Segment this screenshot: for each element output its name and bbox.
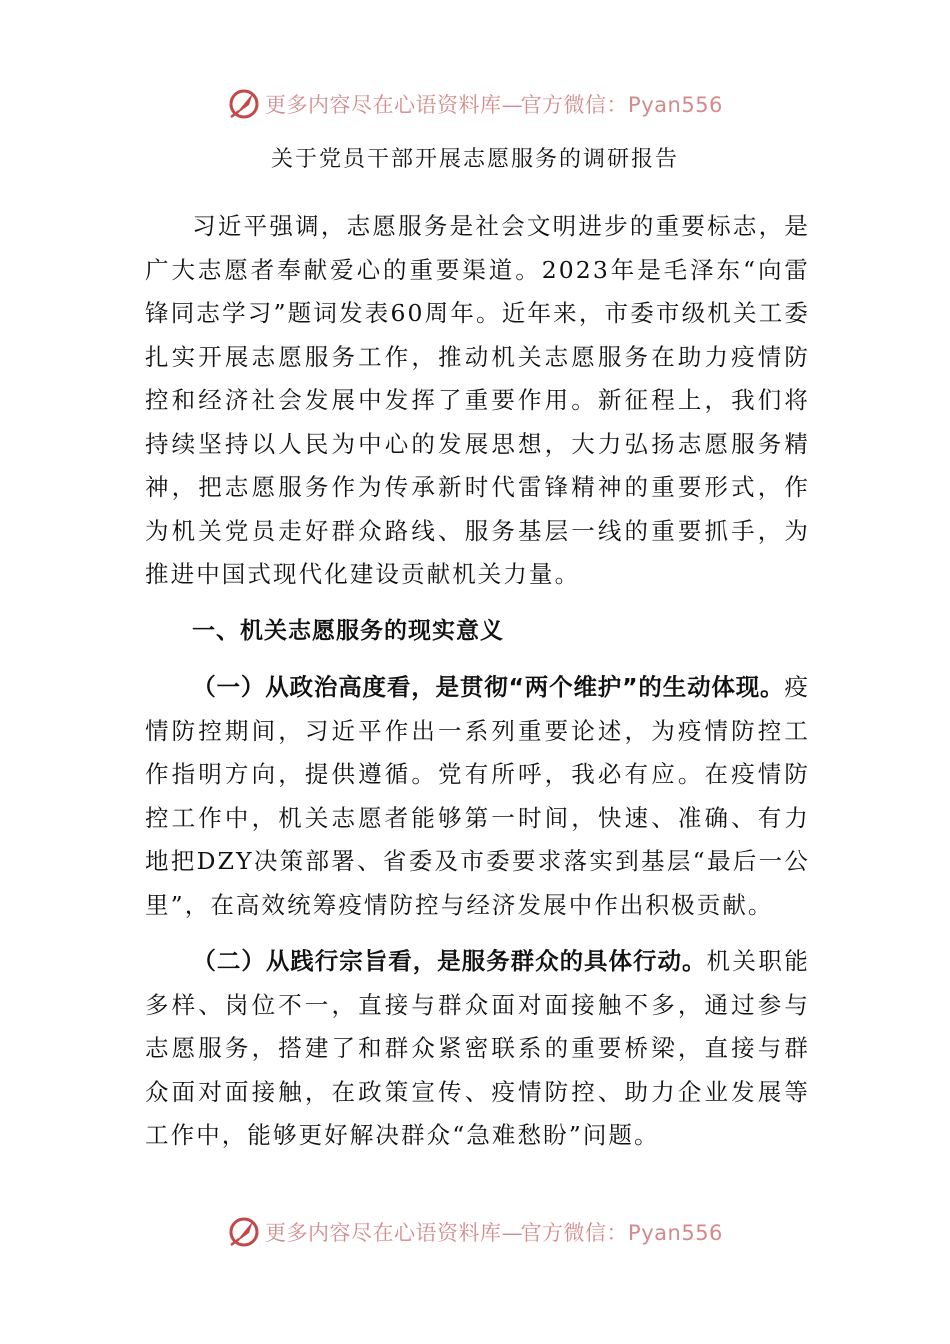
banner-text: 更多内容尽在心语资料库—官方微信：Pyan556 [265, 93, 723, 117]
subsection-2-paragraph: （二）从践行宗旨看，是服务群众的具体行动。机关职能多样、岗位不一，直接与群众面对面接触不多，通过参与志愿服务，搭建了和群众紧密联系的重要桥梁，直接与群众面对面接触，在政策宣传、疫情防控、助力企业发展等工作中，能够更好解决群众“急难愁盼”问题。 [145, 947, 810, 1149]
subsection-2-heading: （二）从践行宗旨看，是服务群众的具体行动。 [192, 947, 707, 975]
document-title: 关于党员干部开展志愿服务的调研报告 [270, 147, 679, 172]
subsection-1-heading: （一）从政治高度看，是贯彻“两个维护”的生动体现。 [192, 673, 785, 701]
quill-logo-icon [227, 1215, 261, 1249]
quill-logo-icon [227, 87, 261, 121]
banner-text: 更多内容尽在心语资料库—官方微信：Pyan556 [265, 1221, 723, 1245]
subsection-1-paragraph: （一）从政治高度看，是贯彻“两个维护”的生动体现。疫情防控期间，习近平作出一系列重要论述，为疫情防控工作指明方向，提供遵循。党有所呼，我必有应。在疫情防控工作中，机关志愿者能够第一时间，快速、准确、有力地把DZY决策部署、省委及市委要求落实到基层“最后一公里”，在高效统筹疫情防控与经济发展中作出积极贡献。 [145, 673, 810, 919]
section-heading-1: 一、机关志愿服务的现实意义 [192, 618, 504, 644]
watermark-banner-bottom [0, 1212, 950, 1252]
intro-paragraph: 习近平强调，志愿服务是社会文明进步的重要标志，是广大志愿者奉献爱心的重要渠道。2023年是毛泽东“向雷锋同志学习”题词发表60周年。近年来，市委市级机关工委扎实开展志愿服务工作，推动机关志愿服务在助力疫情防控和经济社会发展中发挥了重要作用。新征程上，我们将持续坚持以人民为中心的发展思想，大力弘扬志愿服务精神，把志愿服务作为传承新时代雷锋精神的重要形式，作为机关党员走好群众路线、服务基层一线的重要抓手，为推进中国式现代化建设贡献机关力量。 [145, 212, 810, 588]
watermark-banner-top [0, 84, 950, 124]
